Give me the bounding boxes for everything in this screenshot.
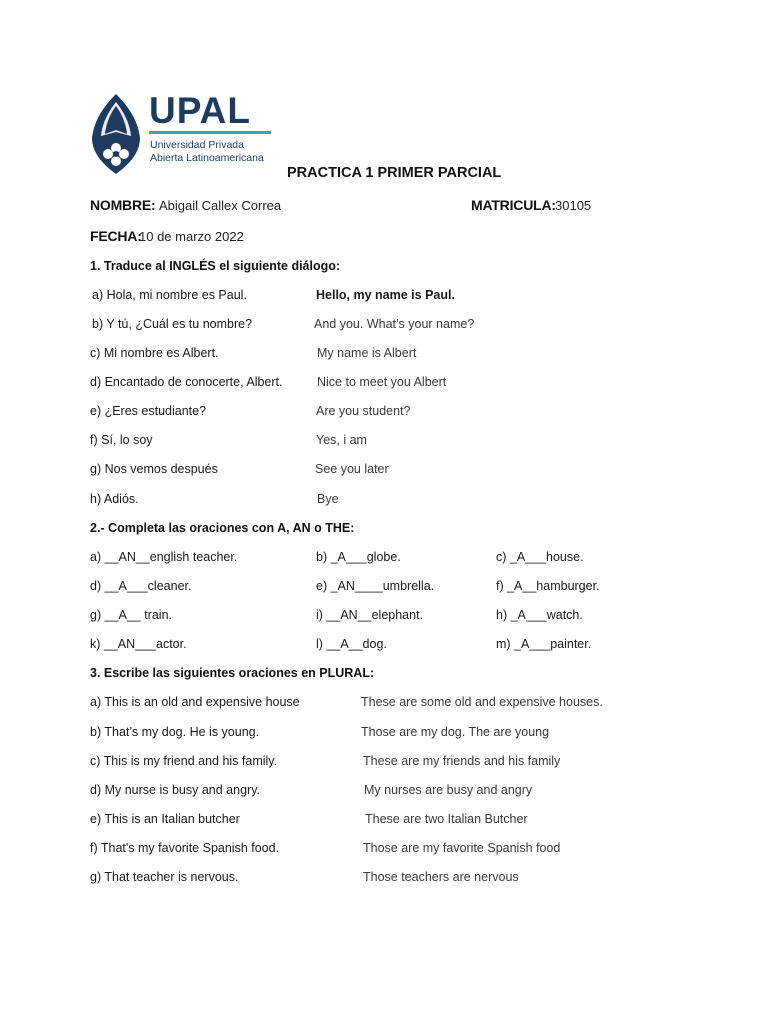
- section3-question: c) This is my friend and his family.: [90, 754, 278, 768]
- page-title: PRACTICA 1 PRIMER PARCIAL: [287, 165, 502, 181]
- logo-subtitle-line2: Abierta Latinoamericana: [150, 152, 264, 164]
- section3-answer: These are two Italian Butcher: [365, 812, 528, 826]
- matricula-label: MATRICULA:: [471, 197, 556, 213]
- section1-question: a) Hola, mi nombre es Paul.: [92, 288, 247, 302]
- logo-subtitle-line1: Universidad Privada: [150, 139, 244, 151]
- section2-item: k) __AN___actor.: [90, 637, 187, 651]
- section3-question: d) My nurse is busy and angry.: [90, 783, 260, 797]
- section2-item: e) _AN____umbrella.: [316, 579, 435, 593]
- section1-question: b) Y tú, ¿Cuál es tu nombre?: [92, 317, 253, 331]
- section1-question: d) Encantado de conocerte, Albert.: [90, 375, 283, 389]
- section1-answer: Nice to meet you Albert: [317, 375, 447, 389]
- section1-answer: And you. What’s your name?: [314, 317, 475, 331]
- section1-question: g) Nos vemos después: [90, 462, 218, 476]
- section2-item: b) _A___globe.: [316, 550, 401, 564]
- section3-answer: My nurses are busy and angry: [364, 783, 533, 797]
- section1-question: f) Sí, lo soy: [90, 433, 153, 447]
- section1-answer: Bye: [317, 492, 339, 506]
- section3-question: b) That’s my dog. He is young.: [90, 725, 260, 739]
- section2-item: m) _A___painter.: [496, 637, 592, 651]
- section1-answer: See you later: [315, 462, 389, 476]
- fecha-value: 10 de marzo 2022: [139, 229, 244, 244]
- logo-divider: [149, 131, 271, 134]
- upal-crest-icon: [90, 92, 142, 176]
- section3-answer: Those teachers are nervous: [363, 870, 519, 884]
- section1-question: c) Mi nombre es Albert.: [90, 346, 219, 360]
- section1-question: e) ¿Eres estudiante?: [90, 404, 207, 418]
- section2-item: c) _A___house.: [496, 550, 584, 564]
- nombre-value: Abigail Callex Correa: [159, 198, 282, 213]
- section3-heading: 3. Escribe las siguientes oraciones en PLURAL:: [90, 666, 375, 680]
- section2-item: i) __AN__elephant.: [316, 608, 424, 622]
- section3-answer: These are some old and expensive houses.: [361, 695, 603, 709]
- section2-item: f) _A__hamburger.: [496, 579, 600, 593]
- section3-answer: These are my friends and his family: [363, 754, 561, 768]
- section2-item: a) __AN__english teacher.: [90, 550, 238, 564]
- section2-item: d) __A___cleaner.: [90, 579, 192, 593]
- nombre-label: NOMBRE:: [90, 197, 156, 213]
- section1-question: h) Adiós.: [90, 492, 139, 506]
- section3-question: g) That teacher is nervous.: [90, 870, 239, 884]
- section1-heading: 1. Traduce al INGLÉS el siguiente diálogo:: [90, 259, 341, 273]
- logo-wordmark: UPAL: [149, 90, 251, 131]
- section3-answer: Those are my favorite Spanish food: [363, 841, 561, 855]
- section1-answer: My name is Albert: [317, 346, 417, 360]
- section2-item: l) __A__dog.: [316, 637, 387, 651]
- fecha-label: FECHA:: [90, 228, 142, 244]
- section3-question: e) This is an Italian butcher: [90, 812, 240, 826]
- section3-answer: Those are my dog. The are young: [361, 725, 550, 739]
- section3-question: f) That's my favorite Spanish food.: [90, 841, 280, 855]
- matricula-value: 30105: [555, 198, 592, 213]
- section3-question: a) This is an old and expensive house: [90, 695, 300, 709]
- section1-answer: Yes, i am: [316, 433, 367, 447]
- section2-heading: 2.- Completa las oraciones con A, AN o THE:: [90, 521, 355, 535]
- section1-answer: Are you student?: [316, 404, 411, 418]
- section1-answer: Hello, my name is Paul.: [316, 288, 455, 302]
- section2-item: h) _A___watch.: [496, 608, 583, 622]
- section2-item: g) __A__ train.: [90, 608, 172, 622]
